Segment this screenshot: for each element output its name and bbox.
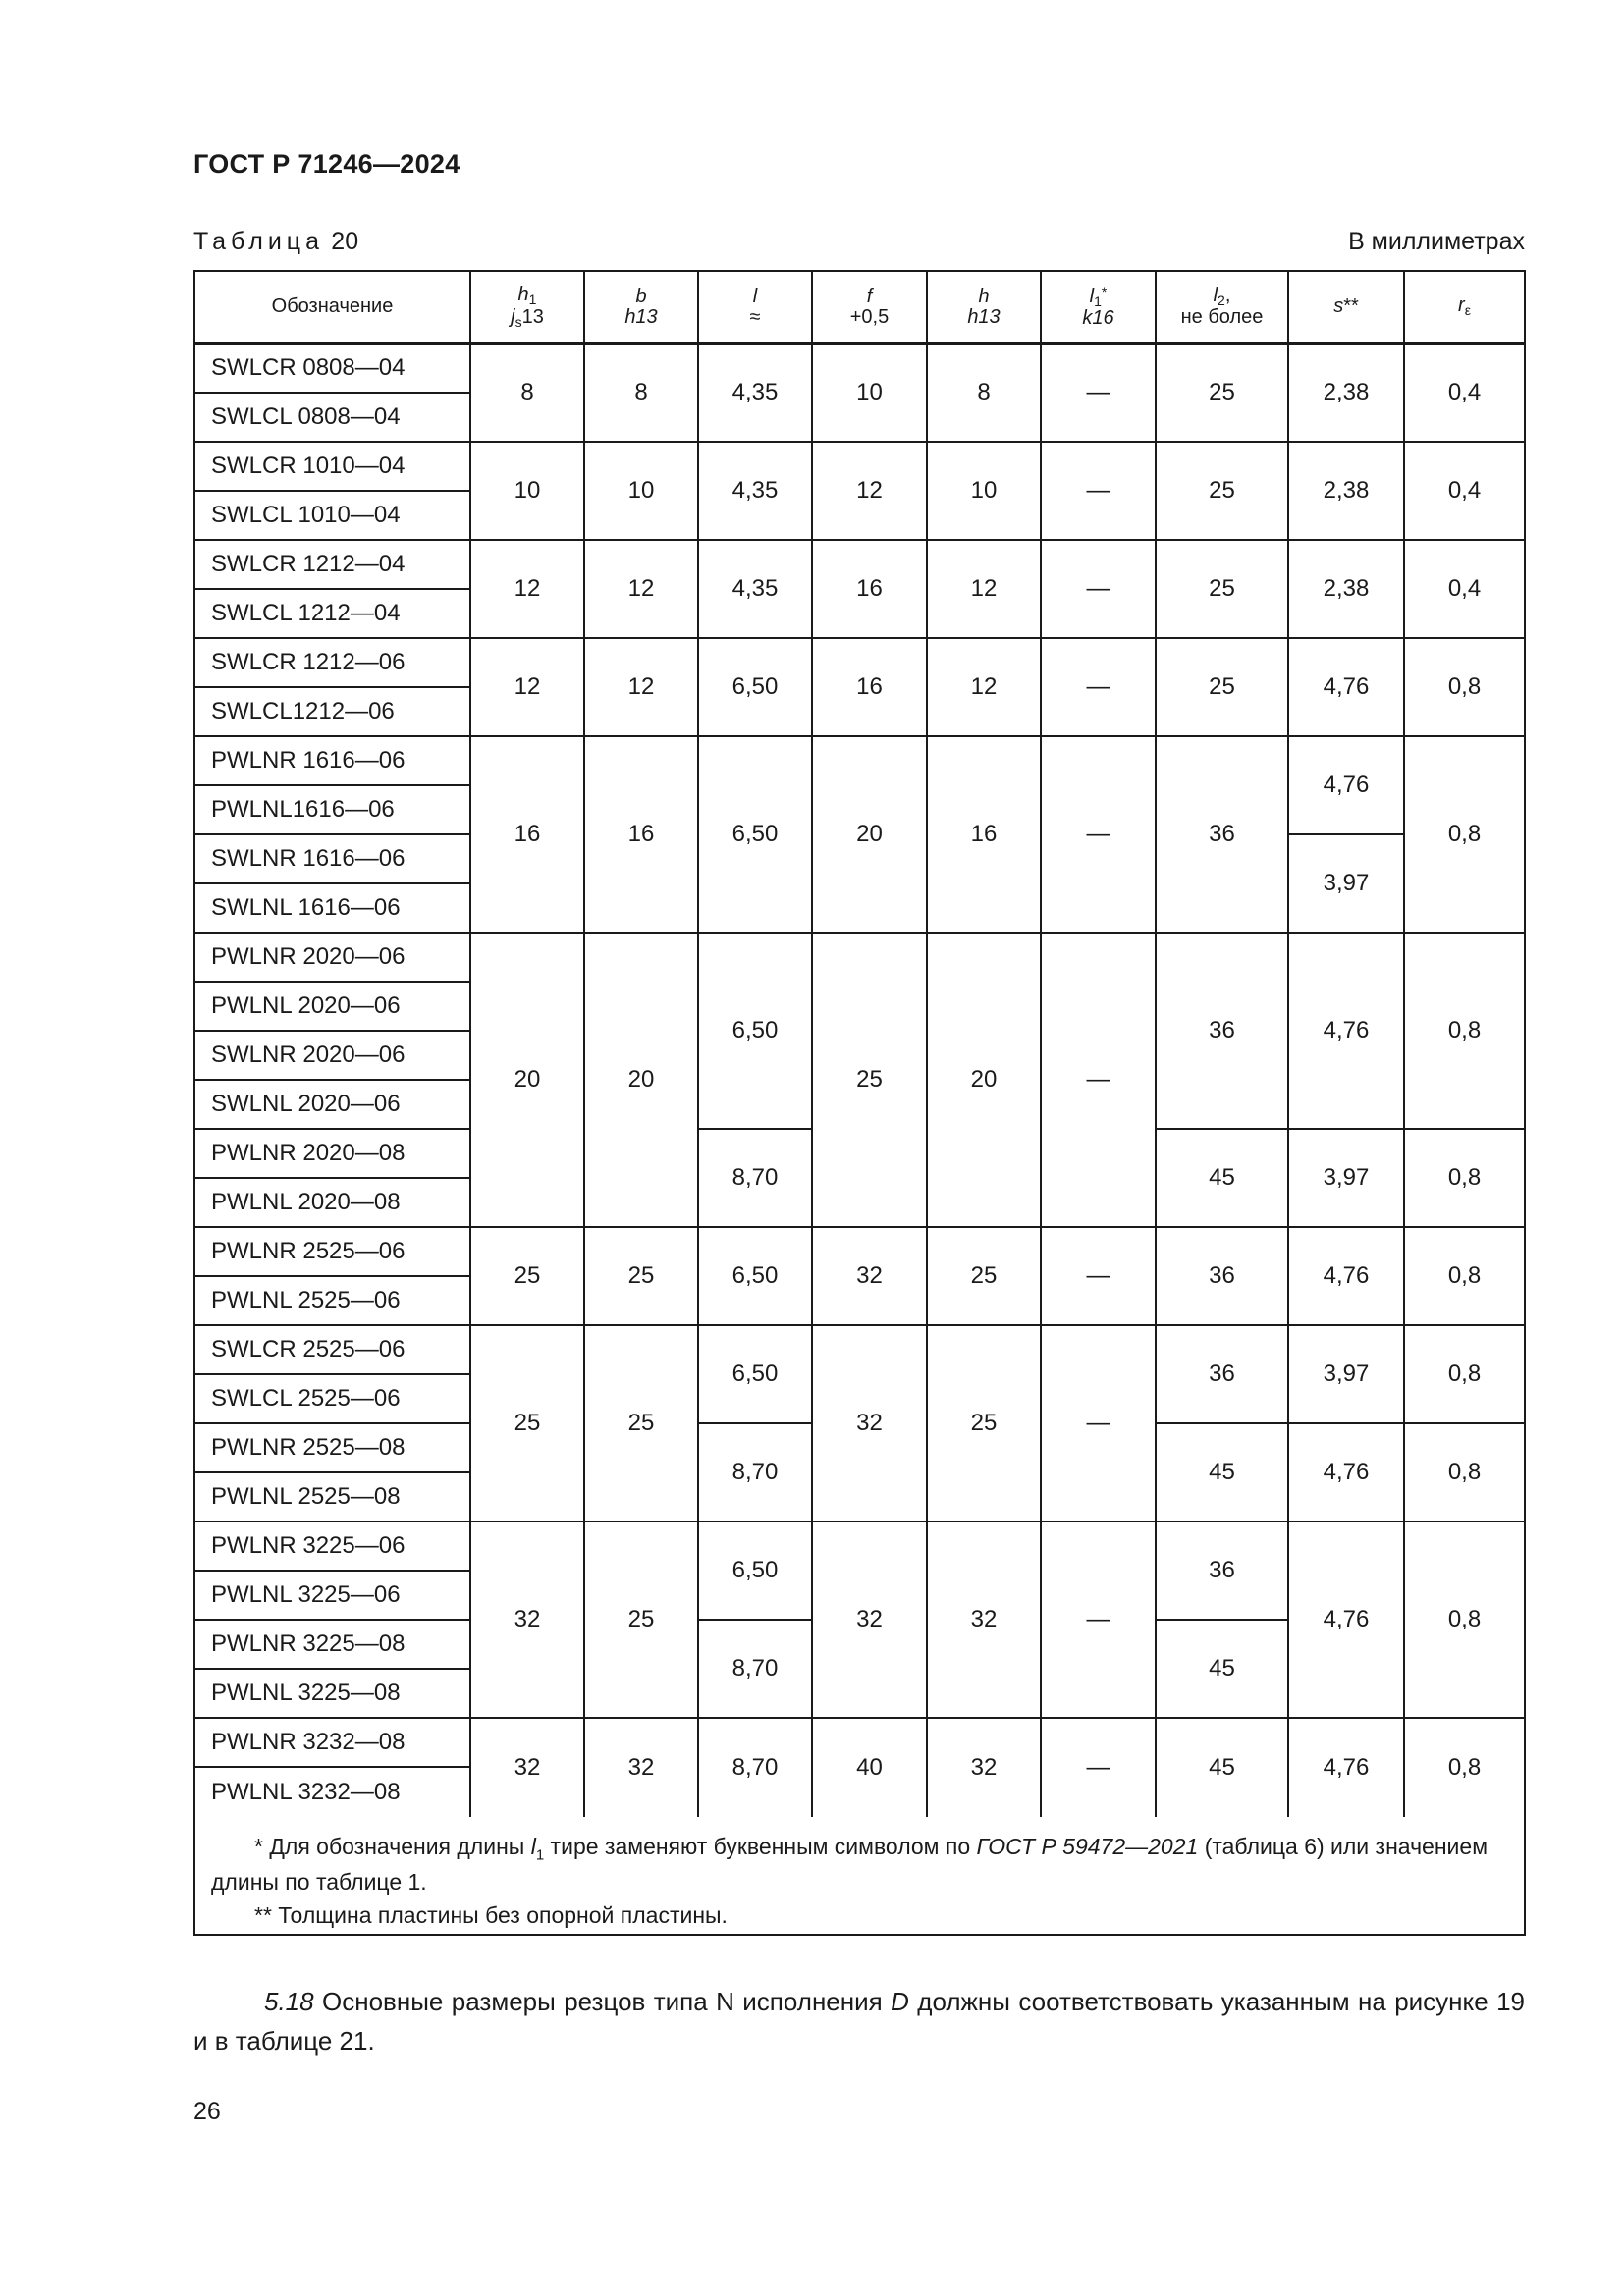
f-value-cell: 16 (813, 541, 928, 639)
header-designation: Обозначение (195, 272, 471, 345)
table-caption-word: Таблица (193, 228, 325, 255)
clause-number: 5.18 (264, 1987, 314, 2016)
s-value-cell: 3,97 (1289, 1326, 1405, 1424)
f-value-cell: 25 (813, 934, 928, 1228)
designation-cell: SWLNL 2020—06 (195, 1081, 471, 1130)
s-value-cell: 4,76 (1289, 1228, 1405, 1326)
designation-cell: PWLNL 3225—06 (195, 1572, 471, 1621)
f-value-cell: 40 (813, 1719, 928, 1817)
h-value-cell: 10 (928, 443, 1042, 541)
b-value-cell: 8 (585, 345, 699, 443)
header-h1: $h_1$ $j_s13$ (471, 272, 585, 345)
l2-value-cell: 36 (1157, 737, 1289, 934)
f-value-cell: 12 (813, 443, 928, 541)
s-value-cell: 4,76 (1289, 934, 1405, 1130)
b-value-cell: 25 (585, 1228, 699, 1326)
h1-value-cell: 16 (471, 737, 585, 934)
header-f: f +0,5 (813, 272, 928, 345)
l1-value-cell: — (1042, 639, 1157, 737)
dimensions-table (193, 270, 1526, 1936)
b-value-cell: 10 (585, 443, 699, 541)
header-l: l ≈ (699, 272, 813, 345)
h1-value-cell: 12 (471, 541, 585, 639)
l1-value-cell: — (1042, 1326, 1157, 1522)
version-letter: D (891, 1987, 909, 2016)
designation-cell: PWLNR 3225—06 (195, 1522, 471, 1572)
l1-value-cell: — (1042, 345, 1157, 443)
l-value-cell: 8,70 (699, 1130, 813, 1228)
f-value-cell: 32 (813, 1522, 928, 1719)
s-value-cell: 4,76 (1289, 1719, 1405, 1817)
h-value-cell: 32 (928, 1522, 1042, 1719)
b-value-cell: 12 (585, 541, 699, 639)
designation-cell: SWLNR 2020—06 (195, 1032, 471, 1081)
h1-value-cell: 12 (471, 639, 585, 737)
l2-value-cell: 45 (1157, 1424, 1289, 1522)
header-l2: $l_2$, не более (1157, 272, 1289, 345)
footnote-1: * Для обозначения длины $l_1$ тире заменяют буквенным символом по ГОСТ Р 59472—2021 (таблица 6) или значением длины по таблице 1. (211, 1834, 1488, 1896)
l1-value-cell: — (1042, 737, 1157, 934)
page-number: 26 (193, 2098, 221, 2125)
l1-value-cell: — (1042, 443, 1157, 541)
r-value-cell: 0,4 (1405, 345, 1524, 443)
l-value-cell: 6,50 (699, 1522, 813, 1621)
l-value-cell: 4,35 (699, 443, 813, 541)
table-caption (193, 228, 358, 256)
s-value-cell: 4,76 (1289, 737, 1405, 835)
h1-value-cell: 32 (471, 1719, 585, 1817)
designation-cell: SWLCL 1212—04 (195, 590, 471, 639)
s-value-cell: 3,97 (1289, 1130, 1405, 1228)
r-value-cell: 0,8 (1405, 1130, 1524, 1228)
designation-cell: PWLNL 2020—06 (195, 983, 471, 1032)
l2-value-cell: 45 (1157, 1621, 1289, 1719)
r-value-cell: 0,4 (1405, 443, 1524, 541)
l1-value-cell: — (1042, 1228, 1157, 1326)
h-value-cell: 25 (928, 1326, 1042, 1522)
designation-cell: PWLNL 2020—08 (195, 1179, 471, 1228)
standard-code: ГОСТ Р 71246—2024 (193, 149, 460, 179)
designation-cell: SWLCR 1212—04 (195, 541, 471, 590)
h-value-cell: 32 (928, 1719, 1042, 1817)
designation-cell: SWLNL 1616—06 (195, 884, 471, 934)
h-value-cell: 25 (928, 1228, 1042, 1326)
designation-cell: SWLCR 1212—06 (195, 639, 471, 688)
table-notes (195, 1817, 1524, 1938)
designation-cell: PWLNL 2525—08 (195, 1473, 471, 1522)
clause-paragraph: 5.18 Основные размеры резцов типа N исполнения D должны соответствовать указанным на рисунке 19 и в таблице 21. (193, 1987, 1525, 2056)
r-value-cell: 0,8 (1405, 934, 1524, 1130)
r-value-cell: 0,8 (1405, 639, 1524, 737)
f-value-cell: 32 (813, 1228, 928, 1326)
l-value-cell: 4,35 (699, 541, 813, 639)
l1-value-cell: — (1042, 1719, 1157, 1817)
designation-cell: PWLNR 2020—08 (195, 1130, 471, 1179)
header-l1: $l_1^*$ k16 (1042, 272, 1157, 345)
h1-value-cell: 25 (471, 1326, 585, 1522)
designation-cell: PWLNR 2525—06 (195, 1228, 471, 1277)
f-value-cell: 10 (813, 345, 928, 443)
table-caption-number: 20 (331, 228, 359, 255)
s-value-cell: 2,38 (1289, 443, 1405, 541)
f-value-cell: 20 (813, 737, 928, 934)
h1-value-cell: 8 (471, 345, 585, 443)
l-value-cell: 6,50 (699, 1228, 813, 1326)
r-value-cell: 0,8 (1405, 1522, 1524, 1719)
l2-value-cell: 45 (1157, 1130, 1289, 1228)
r-value-cell: 0,8 (1447, 1754, 1482, 1782)
h-value-cell: 16 (928, 737, 1042, 934)
s-value-cell: 2,38 (1289, 541, 1405, 639)
designation-cell: SWLCR 0808—04 (195, 345, 471, 394)
h1-value-cell: 25 (471, 1228, 585, 1326)
f-value-cell: 32 (813, 1326, 928, 1522)
h1-value-cell: 10 (471, 443, 585, 541)
l2-value-cell: 25 (1157, 443, 1289, 541)
designation-cell: SWLCL 2525—06 (195, 1375, 471, 1424)
l2-value-cell: 36 (1157, 934, 1289, 1130)
h-value-cell: 12 (928, 639, 1042, 737)
h-value-cell: 20 (928, 934, 1042, 1228)
b-value-cell: 32 (585, 1719, 699, 1817)
designation-cell: SWLNR 1616—06 (195, 835, 471, 884)
l1-value-cell: — (1042, 541, 1157, 639)
l-value-cell: 4,35 (699, 345, 813, 443)
h-value-cell: 12 (928, 541, 1042, 639)
s-value-cell: 4,76 (1289, 1522, 1405, 1719)
b-value-cell: 25 (585, 1326, 699, 1522)
designation-cell: PWLNR 2525—08 (195, 1424, 471, 1473)
l1-value-cell: — (1042, 934, 1157, 1228)
b-value-cell: 16 (585, 737, 699, 934)
header-r: $r_\varepsilon$ (1405, 272, 1524, 345)
r-value-cell: 0,8 (1405, 1228, 1524, 1326)
h1-value-cell: 20 (471, 934, 585, 1228)
designation-cell: PWLNL 3225—08 (195, 1670, 471, 1719)
s-value-cell: 2,38 (1289, 345, 1405, 443)
designation-cell: PWLNR 3232—08 (195, 1719, 471, 1768)
designation-cell: PWLNL 2525—06 (195, 1277, 471, 1326)
l2-value-cell: 25 (1157, 639, 1289, 737)
f-value-cell: 16 (813, 639, 928, 737)
s-value-cell: 4,76 (1289, 1424, 1405, 1522)
l2-value-cell: 36 (1157, 1522, 1289, 1621)
l-value-cell: 6,50 (699, 1326, 813, 1424)
h1-value-cell: 32 (471, 1522, 585, 1719)
b-value-cell: 12 (585, 639, 699, 737)
footnote-2: ** Толщина пластины без опорной пластины. (254, 1901, 728, 1928)
l2-value-cell: 36 (1157, 1326, 1289, 1424)
designation-cell: SWLCR 2525—06 (195, 1326, 471, 1375)
l-value-cell: 6,50 (699, 934, 813, 1130)
l-value-cell: 6,50 (699, 737, 813, 934)
r-value-cell: 0,8 (1405, 737, 1524, 934)
l-value-cell: 8,70 (699, 1621, 813, 1719)
designation-cell: SWLCR 1010—04 (195, 443, 471, 492)
designation-cell: SWLCL1212—06 (195, 688, 471, 737)
l2-value-cell: 25 (1157, 345, 1289, 443)
designation-cell: PWLNR 1616—06 (195, 737, 471, 786)
s-value-cell: 3,97 (1289, 835, 1405, 934)
table-units: В миллиметрах (1348, 228, 1525, 255)
b-value-cell: 20 (585, 934, 699, 1228)
header-h: h h13 (928, 272, 1042, 345)
designation-cell: PWLNR 3225—08 (195, 1621, 471, 1670)
designation-cell: SWLCL 1010—04 (195, 492, 471, 541)
r-value-cell: 0,4 (1405, 541, 1524, 639)
designation-cell: PWLNL 3232—08 (195, 1768, 471, 1817)
s-value-cell: 4,76 (1289, 639, 1405, 737)
l-value-cell: 6,50 (699, 639, 813, 737)
h-value-cell: 8 (928, 345, 1042, 443)
l2-value-cell: 25 (1157, 541, 1289, 639)
l2-value-cell: 36 (1157, 1228, 1289, 1326)
header-b: b h13 (585, 272, 699, 345)
l2-value-cell: 45 (1157, 1719, 1289, 1817)
table-caption-row (193, 228, 1525, 256)
r-value-cell: 0,8 (1405, 1424, 1524, 1522)
designation-cell: PWLNR 2020—06 (195, 934, 471, 983)
b-value-cell: 25 (585, 1522, 699, 1719)
l-value-cell: 8,70 (699, 1719, 813, 1817)
l-value-cell: 8,70 (699, 1424, 813, 1522)
l1-value-cell: — (1042, 1522, 1157, 1719)
designation-cell: SWLCL 0808—04 (195, 394, 471, 443)
r-value-cell: 0,8 (1405, 1326, 1524, 1424)
header-s: s** (1289, 272, 1405, 345)
designation-cell: PWLNL1616—06 (195, 786, 471, 835)
